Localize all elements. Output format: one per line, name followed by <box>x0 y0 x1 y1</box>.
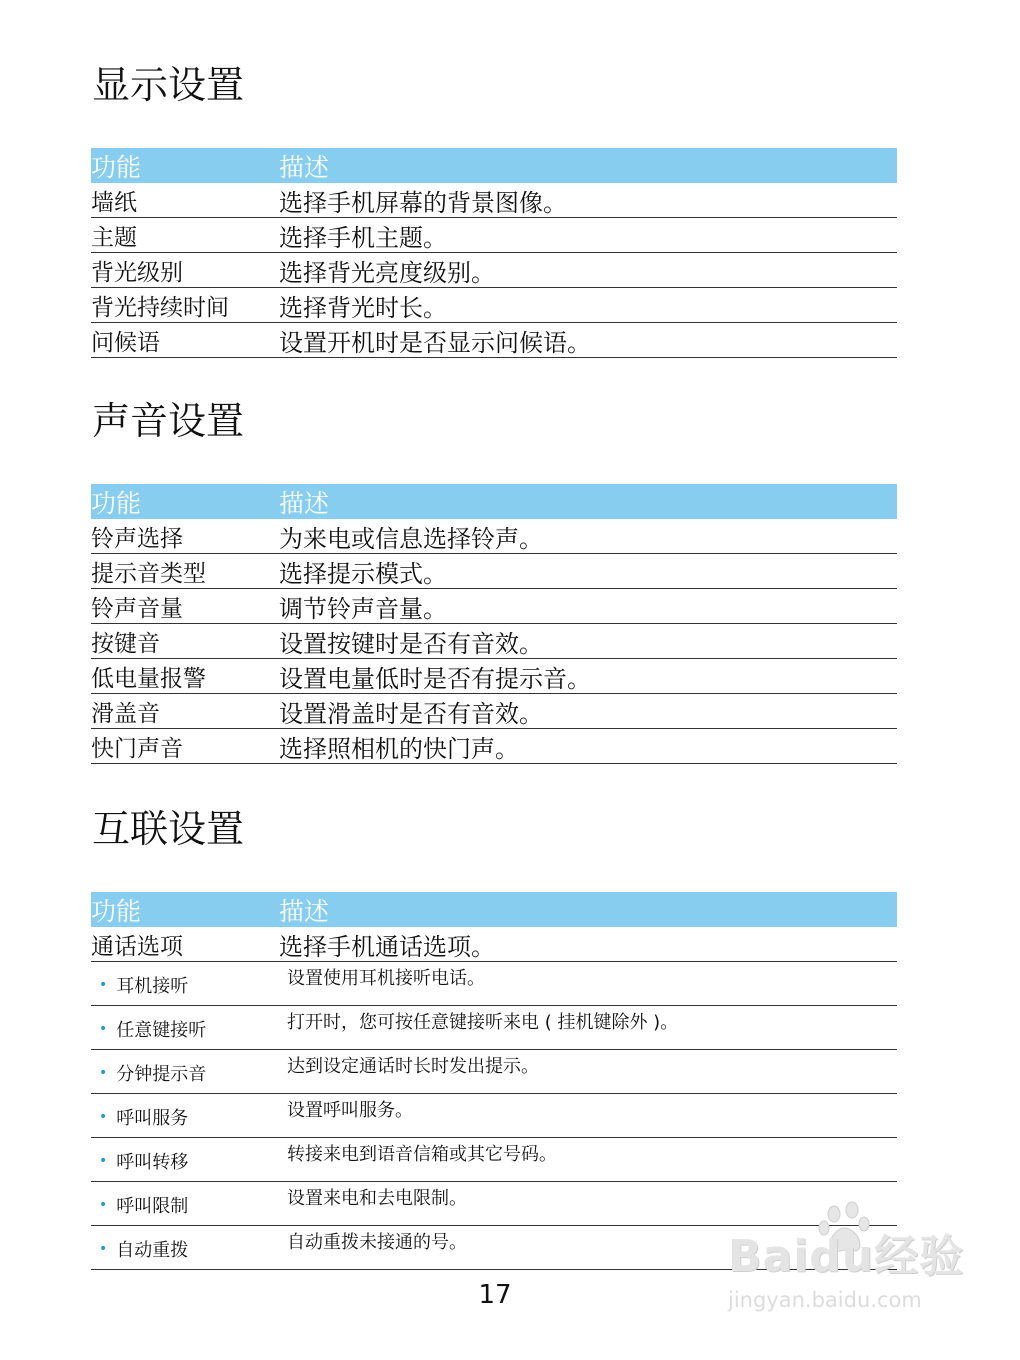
row-description: 为来电或信息选择铃声。 <box>279 524 543 553</box>
row-description: 选择提示模式。 <box>279 559 447 588</box>
table-row <box>91 183 897 218</box>
row-function: 快门声音 <box>91 735 183 762</box>
subrow-description: 转接来电到语音信箱或其它号码。 <box>287 1144 557 1165</box>
page-number: 17 <box>478 1280 512 1310</box>
header-function: 功能 <box>91 488 142 518</box>
row-function: 通话选项 <box>91 933 183 960</box>
row-function: 铃声选择 <box>91 525 183 552</box>
subrow-function-label: 任意键接听 <box>116 1020 207 1041</box>
row-function: 按键音 <box>91 630 160 657</box>
table-subrow <box>91 1094 897 1138</box>
table-row <box>91 659 897 694</box>
subrow-description: 达到设定通话时长时发出提示。 <box>287 1056 539 1077</box>
display-settings-table <box>91 148 897 358</box>
header-description: 描述 <box>279 896 330 926</box>
sound-settings-table <box>91 484 897 764</box>
row-function: 问候语 <box>91 329 160 356</box>
bullet-icon: • <box>99 1153 108 1169</box>
row-function: 背光持续时间 <box>91 294 229 321</box>
table-row <box>91 589 897 624</box>
table-row <box>91 624 897 659</box>
subrow-function <box>91 1050 287 1086</box>
subrow-description: 设置呼叫服务。 <box>287 1100 413 1121</box>
row-function: 低电量报警 <box>91 665 206 692</box>
table-row <box>91 694 897 729</box>
row-description: 选择背光时长。 <box>279 293 447 322</box>
row-description: 设置开机时是否显示问候语。 <box>279 328 591 357</box>
table-subrow <box>91 1138 897 1182</box>
row-function: 背光级别 <box>91 259 183 286</box>
bullet-icon: • <box>99 977 108 993</box>
row-function: 墙纸 <box>91 189 137 216</box>
bullet-icon: • <box>99 1021 108 1037</box>
subrow-function <box>91 1006 287 1042</box>
row-description: 选择手机主题。 <box>279 223 447 252</box>
subrow-function <box>91 962 287 998</box>
subrow-function-label: 呼叫转移 <box>116 1152 189 1173</box>
row-description: 选择背光亮度级别。 <box>279 258 495 287</box>
subrow-function-label: 呼叫服务 <box>116 1108 189 1129</box>
subrow-function <box>91 1182 287 1218</box>
subrow-description: 自动重拨未接通的号。 <box>287 1232 467 1253</box>
row-description: 选择手机通话选项。 <box>279 932 495 961</box>
subrow-function <box>91 1138 287 1174</box>
table-row <box>91 554 897 589</box>
table-row <box>91 218 897 253</box>
row-function: 主题 <box>91 224 137 251</box>
table-subrow <box>91 962 897 1006</box>
table-header <box>91 148 897 183</box>
row-description: 设置滑盖时是否有音效。 <box>279 699 543 728</box>
row-function: 铃声音量 <box>91 595 183 622</box>
section-title-sound: 声音设置 <box>92 399 245 443</box>
watermark-url: jingyan.baidu.com <box>728 1288 922 1312</box>
subrow-function-label: 耳机接听 <box>116 976 189 997</box>
table-subrow <box>91 1050 897 1094</box>
header-description: 描述 <box>279 488 330 518</box>
row-description: 设置按键时是否有音效。 <box>279 629 543 658</box>
row-function: 提示音类型 <box>91 560 206 587</box>
subrow-function <box>91 1226 287 1262</box>
row-description: 调节铃声音量。 <box>279 594 447 623</box>
row-function: 滑盖音 <box>91 700 160 727</box>
bullet-icon: • <box>99 1109 108 1125</box>
subrow-function-label: 呼叫限制 <box>116 1196 189 1217</box>
table-header <box>91 484 897 519</box>
watermark-logo: Baidu经验 <box>728 1231 965 1282</box>
table-row <box>91 323 897 358</box>
subrow-function-label: 自动重拨 <box>116 1240 189 1261</box>
header-description: 描述 <box>279 152 330 182</box>
subrow-function-label: 分钟提示音 <box>116 1064 207 1085</box>
subrow-function <box>91 1094 287 1130</box>
table-row <box>91 288 897 323</box>
row-description: 选择照相机的快门声。 <box>279 734 519 763</box>
subrow-description: 设置使用耳机接听电话。 <box>287 968 485 989</box>
row-description: 设置电量低时是否有提示音。 <box>279 664 591 693</box>
header-function: 功能 <box>91 152 142 182</box>
table-header <box>91 892 897 927</box>
table-subrow <box>91 1006 897 1050</box>
bullet-icon: • <box>99 1065 108 1081</box>
subrow-description: 打开时，您可按任意键接听来电 ( 挂机键除外 )。 <box>287 1012 679 1033</box>
subrow-description: 设置来电和去电限制。 <box>287 1188 467 1209</box>
section-title-connectivity: 互联设置 <box>92 807 245 851</box>
table-row <box>91 519 897 554</box>
section-title-display: 显示设置 <box>92 63 245 107</box>
table-row <box>91 253 897 288</box>
baidu-watermark <box>722 1200 972 1320</box>
bullet-icon: • <box>99 1241 108 1257</box>
header-function: 功能 <box>91 896 142 926</box>
bullet-icon: • <box>99 1197 108 1213</box>
table-row <box>91 927 897 962</box>
row-description: 选择手机屏幕的背景图像。 <box>279 188 567 217</box>
table-row <box>91 729 897 764</box>
